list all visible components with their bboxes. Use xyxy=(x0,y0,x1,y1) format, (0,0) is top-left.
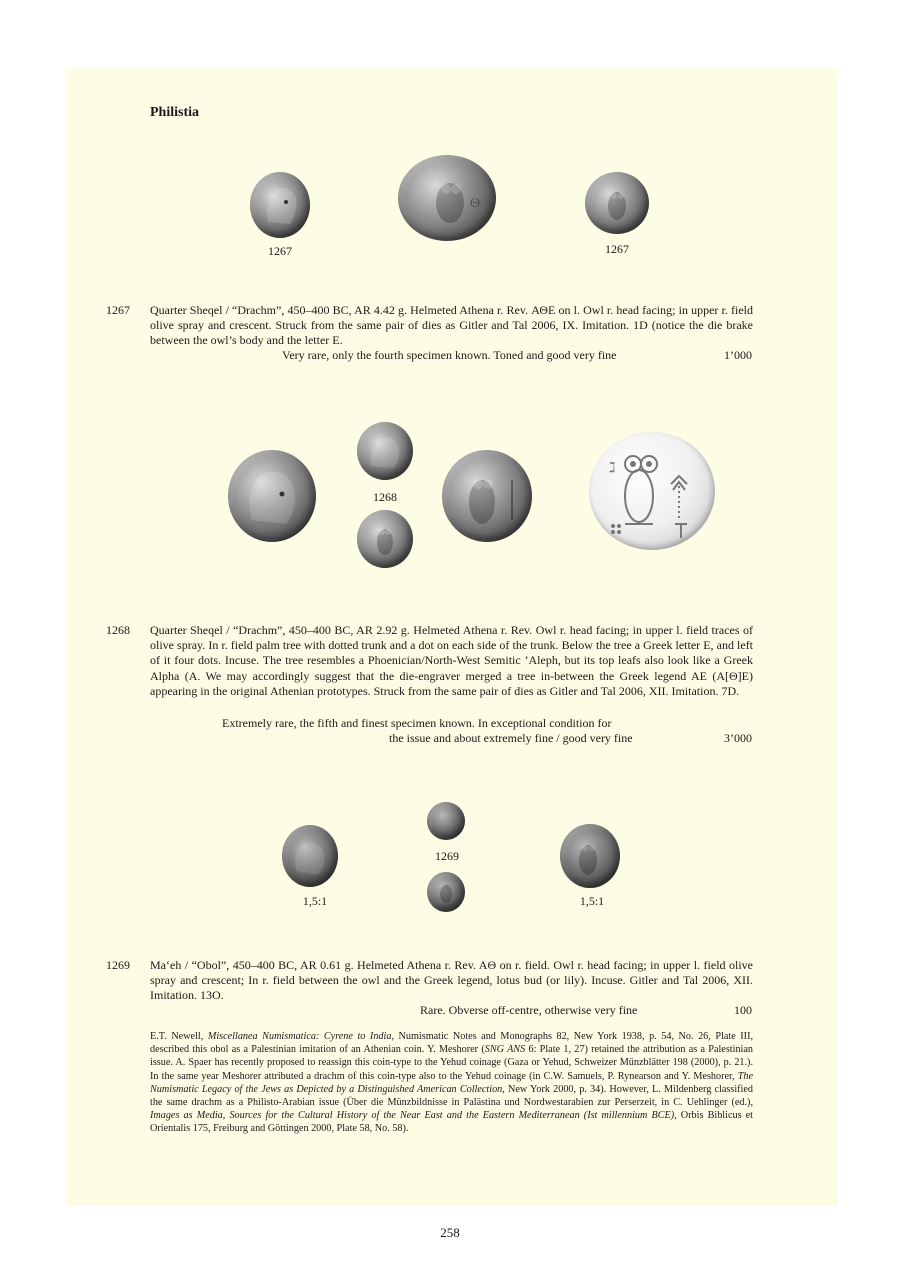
coin-1268-reverse-drawing xyxy=(589,432,715,550)
coin-1269-obverse-enlarged xyxy=(282,825,338,887)
image-label: 1269 xyxy=(435,849,459,863)
lot-description-text: Quarter Sheqel / “Drachm”, 450–400 BC, AR 2.92 g. Helmeted Athena r. Rev. Owl r. head facing; in upper l. field traces of olive spray. In r. field palm tree with dotted trunk and a dot on each side of the trunk. Below the tree a Greek letter E, and left of it four dots. Incuse. The tree resembles a Phoenician/North-West Semitic ’Aleph, but its top leafs also look like a Greek Alpha (A. We may accordingly suggest that the die-engraver merged a tree in-between the Greek legend AE (A[Θ]E) appearing in the original Athenian prototypes. Struck from the same pair of dies as Gitler and Tal 2006, XII. Imitation. 7D. xyxy=(150,623,753,698)
image-label: 1268 xyxy=(373,490,397,504)
lot-number: 1268 xyxy=(106,623,130,637)
note-text: E.T. Newell, Miscellanea Numismatica: Cyrene to India, Numismatic Notes and Monographs 82, New York 1938, p. 54, No. 26, Plate III, described this obol as a Palestinian imitation of an Athenian coin. Y. Meshorer (SNG ANS 6: Plate 1, 27) retained the attribution as a Palestinian issue. A. Spaer has recently proposed to reassign this coin-type to the Yehud coinage (Gaza or Yehud, Schweizer Münzblätter 198 (2000), p. 21.). In the same year Meshorer attributed a drachm of this coin-type also to the Yehud coinage (in C.W. Samuels, P. Rynearson and Y. Meshorer, The Numismatic Legacy of the Jews as Depicted by a Distinguished American Collection, New York 2000, p. 34). However, L. Mildenberg classified the same drachm as a Philisto-Arabian issue (Über die Münzbildnisse in Palästina und Nordwestarabien zur Perserzeit, in C. Uehlinger (ed.), Images as Media, Sources for the Cultural History of the Near East and the Eastern Mediterranean (Ist millennium BCE), Orbis Biblicus et Orientalis 175, Freiburg and Göttingen 2000, Plate 58, No. 58). xyxy=(150,1031,754,1135)
image-label: 1267 xyxy=(268,244,292,258)
coin-1269-reverse xyxy=(427,872,465,912)
lot-description xyxy=(150,303,753,349)
coin-1267-reverse xyxy=(585,172,649,234)
lot-number: 1267 xyxy=(106,303,130,317)
coin-1267-reverse-large xyxy=(398,155,496,241)
lot-description-text: Quarter Sheqel / “Drachm”, 450–400 BC, AR 4.42 g. Helmeted Athena r. Rev. ΑΘΕ on l. Owl r. head facing; in upper r. field olive spray and crescent. Struck from the same pair of dies as Gitler and Tal 2006, IX. Imitation. 1D (notice the die brake between the owl’s body and the letter E. xyxy=(150,303,753,348)
coin-1268-obverse-small xyxy=(357,422,413,480)
lot-description xyxy=(150,958,753,1004)
lot-price: 3’000 xyxy=(724,731,752,745)
coin-1268-obverse-large xyxy=(228,450,316,542)
section-title: Philistia xyxy=(150,105,200,120)
grade-line: Extremely rare, the fifth and finest specimen known. In exceptional condition for xyxy=(222,716,612,730)
coin-1268-reverse-small xyxy=(357,510,413,568)
lot-description-text: Ma‘eh / “Obol”, 450–400 BC, AR 0.61 g. Helmeted Athena r. Rev. AΘ on r. field. Owl r. head facing; in upper l. field olive spray and crescent; In r. field between the owl and the Greek legend, lotus bud (or lily). Incuse. Gitler and Tal 2006, XII. Imitation. 13O. xyxy=(150,958,753,1003)
grade-line: Rare. Obverse off-centre, otherwise very fine xyxy=(420,1003,638,1017)
image-label: 1267 xyxy=(605,242,629,256)
bibliographic-note xyxy=(150,1030,753,1136)
lot-description xyxy=(150,623,753,699)
page-number: 258 xyxy=(440,1225,460,1240)
grade-line: Very rare, only the fourth specimen known. Toned and good very fine xyxy=(282,348,617,362)
image-label: 1,5:1 xyxy=(579,894,605,908)
lot-price: 100 xyxy=(734,1003,752,1017)
grade-line: the issue and about extremely fine / good very fine xyxy=(389,731,633,745)
coin-1268-reverse-large xyxy=(442,450,532,542)
svg-text:Θ: Θ xyxy=(470,196,481,211)
image-label: 1,5:1 xyxy=(302,894,328,908)
lot-number: 1269 xyxy=(106,958,130,972)
lot-price: 1’000 xyxy=(724,348,752,362)
coin-1269-obverse xyxy=(427,802,465,840)
coin-1267-obverse xyxy=(250,172,310,238)
svg-text:ℷ: ℷ xyxy=(609,461,616,476)
coin-1269-reverse-enlarged xyxy=(560,824,620,888)
